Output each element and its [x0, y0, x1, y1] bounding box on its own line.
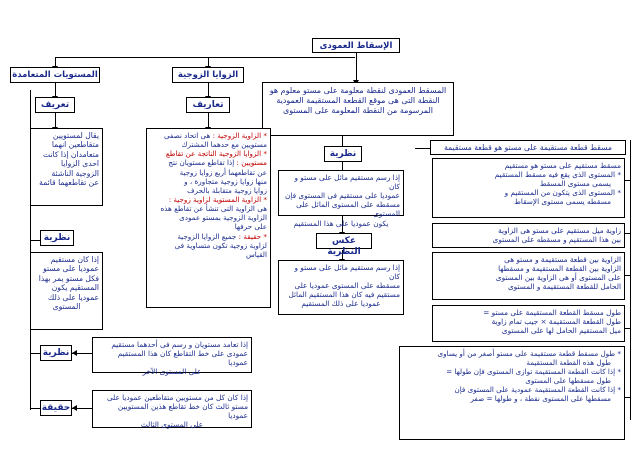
- dihedral-line: [150, 250, 267, 259]
- header-perpendicular-planes: المستويات المتعامدة: [10, 67, 100, 83]
- dihedral-line: [150, 158, 267, 167]
- theorem-label: نظرية: [324, 146, 362, 162]
- dihedral-definitions-box: [146, 128, 271, 308]
- theorem-label-bottom: نظرية: [40, 345, 72, 361]
- dihedral-line: [150, 140, 267, 149]
- dihedral-key: * الزاوية المستوية لزاوية زوجية :: [168, 194, 267, 204]
- dihedral-line: [150, 131, 267, 140]
- angle-line-plane-box: زاوية ميل مستقيم على مستو هى الزاوية بين هذا المستقيم و مسقطه على المستوى: [432, 223, 625, 248]
- dihedral-value: على حرفها: [234, 222, 267, 232]
- dihedral-value: زوايا زوجية متقابلة بالحرف: [187, 185, 267, 195]
- dihedral-line: [150, 232, 267, 241]
- theorem-label-left: نظرية: [40, 230, 74, 246]
- dihedral-value: عن تقاطعهما أربع زوايا زوجية: [179, 167, 267, 177]
- dihedral-value: هى اتحاد نصفى: [164, 131, 213, 140]
- dihedral-value: هى الزاوية التى تنشأ عن تقاطع هذه: [160, 204, 267, 214]
- header-dihedral-angles: الزوايا الزوجية: [172, 67, 244, 83]
- dihedral-value: منها زوايا زوجية متجاورة ، و: [184, 176, 267, 186]
- dihedral-line: [150, 222, 267, 231]
- converse-label: عكس النظرية: [316, 233, 372, 249]
- dihedral-line: [150, 177, 267, 186]
- perpendicular-planes-definition: يقال لمستويين متقاطعين انهما متعامدان إذا كانت احدى الزوايا الزوجية الناشئة عن تقاطعهما قائمة: [30, 128, 103, 206]
- projection-length-box: طول مسقط القطعة المستقيمة على مستو = طول القطعة المستقيمة × جيب تمام زاوية ميل المستقيم الحامل لها على المستوى: [432, 305, 625, 342]
- theorem-box: إذا رسم مستقيم مائل على مستو و كان عموديا على مستقيم فى المستوى فإن مسقطه على المستوى المائل على المستوى يكون عموديا على هذا المستقيم: [278, 170, 404, 216]
- title-box: [312, 38, 400, 53]
- dihedral-value: الزاوية الزوجية بمستو عمودى: [179, 213, 267, 223]
- converse-box: إذا رسم مستقيم مائل على مستو و كان مسقطه على المستوى عموديا على مستقيم فيه كان هذا المستقيم المائل عموديا على ذلك المستقيم: [278, 260, 404, 315]
- dihedral-line: [150, 195, 267, 204]
- label-definition: تعريف: [35, 97, 75, 113]
- fact-label: حقيقة: [40, 400, 72, 416]
- dihedral-value: مستويين مع حدهما المشترك: [181, 140, 267, 150]
- dihedral-line: [150, 213, 267, 222]
- perpendicular-theorem-box: إذا كان مستقيم عموديا على مستو فكل مستو يمر بهذا المستقيم يكون عموديا على ذلك المستوى: [30, 252, 103, 330]
- bottom-fact-box: إذا كان كل من مستويين متقاطعين عموديا على مستو ثالث كان خط تقاطع هذين المستويين عموديا على المستوى الثالث: [92, 390, 252, 428]
- dihedral-value: لزاوية زوجية تكون متساوية فى: [174, 240, 267, 250]
- bottom-theorem-box: إذا تعامد مستويان و رسم فى أحدهما مستقيم عمودى على خط التقاطع كان هذا المستقيم عموديا على المستوى الآخر: [92, 337, 252, 373]
- label-definitions: تعاريف: [186, 97, 230, 113]
- dihedral-line: [150, 186, 267, 195]
- angle-segment-plane-box: الزاوية بين قطعة مستقيمة و مستو هى الزاوية بين القطعة المستقيمة و مسقطها على المستوى أو هى الزاوية بين المستوى الحامل للقطعة المستقيمة و المستوى: [432, 252, 625, 300]
- segment-projection-title: مسقط قطعة مستقيمة على مستو هو قطعة مستقيمة: [430, 140, 626, 155]
- projection-definition: المسقط العمودى لنقطة معلومة على مستو معلوم هو النقطة التى هى موقع القطعة المستقيمة العمودية المرسومة من النقطة المعلومة على المستوى: [262, 82, 454, 136]
- dihedral-key: مستويين :: [236, 158, 267, 168]
- dihedral-value: إذا تقاطع مستويان نتج: [168, 158, 237, 168]
- title-text: الإسقاط العمودى: [319, 41, 393, 51]
- dihedral-value: القياس: [246, 249, 267, 259]
- dihedral-key: * حقيقة :: [238, 231, 267, 241]
- dihedral-value: جميع الزوايا الزوجية: [177, 231, 239, 241]
- dihedral-line: [150, 149, 267, 158]
- dihedral-line: [150, 241, 267, 250]
- dihedral-line: [150, 204, 267, 213]
- dihedral-key: * الزاوية الزوجية :: [212, 131, 267, 140]
- dihedral-key: * الزوايا الزوجية الناتجة عن تقاطع: [165, 149, 267, 159]
- line-projection-box: مسقط مستقيم على مستو هو مستقيم * المستوى الذى يقع فيه مسقط المستقيم يسمى مستوى المسقط * المستوى الذى يتكون من المستقيم و مسقطه يسمى مستوى الإسقاط: [432, 158, 625, 218]
- dihedral-line: [150, 168, 267, 177]
- projection-notes-box: * طول مسقط قطعة مستقيمة على مستو أصغر من أو يساوى طول هذه القطعة المستقيمة * إذا كانت القطعة المستقيمة توازى المستوى فإن طولها = طول مسقطها على المستوى * إذا كانت القطعة المستقيمة عمودية على المستوى فإن مسقطها على المستوى نقطة ، و طولها = صفر: [399, 346, 625, 440]
